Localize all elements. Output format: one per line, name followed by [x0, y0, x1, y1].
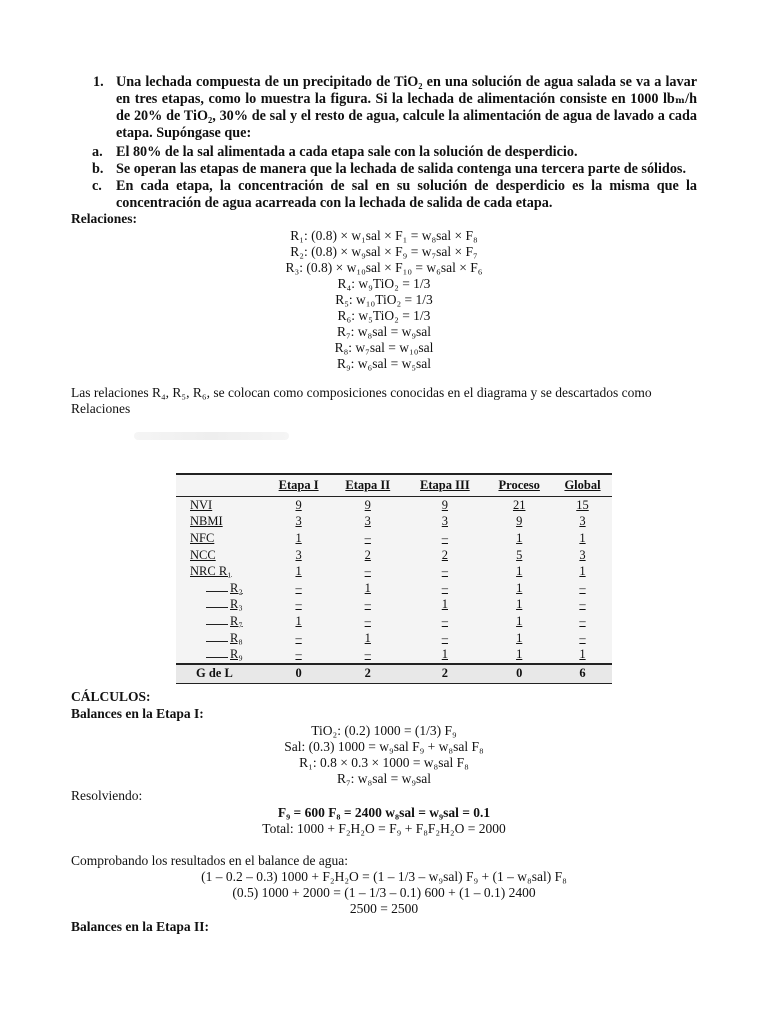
check-line-2: (0.5) 1000 + 2000 = (1 – 1/3 – 0.1) 600 + (1 – 0.1) 2400	[232, 885, 536, 900]
table-cell: –	[579, 613, 586, 628]
row-label: NBMI	[190, 514, 223, 529]
row-label-text: R₈	[230, 630, 243, 645]
table-cell: 1	[516, 647, 523, 662]
row-label: NCC	[190, 547, 216, 562]
table-cell: –	[579, 597, 586, 612]
row-label-text: R₂	[230, 580, 243, 595]
stage1-r1: R₁: 0.8 × 0.3 × 1000 = w₈sal F₈	[299, 755, 469, 770]
table-cell: –	[295, 647, 302, 662]
row-label: NFC	[190, 530, 215, 545]
table-row	[176, 613, 612, 630]
relations-heading: Relaciones:	[71, 211, 137, 226]
row-label: G de L	[176, 664, 266, 684]
relations-note-line2: Relaciones	[71, 401, 131, 416]
table-row	[176, 530, 612, 547]
relation-r2: R₂: (0.8) × w₉sal × F₉ = w₇sal × F₇	[290, 244, 478, 259]
table-cell: 0	[485, 664, 553, 684]
table-header-proceso: Proceso	[485, 474, 553, 497]
table-cell: –	[441, 630, 448, 645]
relation-r6: R₆: w₅TiO₂ = 1/3	[337, 308, 431, 323]
item-a-marker: a.	[92, 144, 103, 160]
table-cell: –	[295, 597, 302, 612]
table-cell: 0	[266, 664, 331, 684]
table-cell: 1	[579, 564, 586, 579]
table-cell: 5	[516, 547, 523, 562]
table-cell: 1	[516, 530, 523, 545]
table-cell: 1	[516, 613, 523, 628]
table-cell: 15	[576, 497, 589, 512]
table-row	[176, 597, 612, 614]
item-b-text: Se operan las etapas de manera que la lechada de salida contenga una tercera parte de sólidos.	[116, 161, 686, 177]
table-header-blank	[176, 474, 266, 497]
table-row	[176, 547, 612, 564]
degrees-of-freedom-table	[176, 473, 612, 684]
table-cell: –	[579, 580, 586, 595]
row-label	[176, 580, 266, 597]
table-cell: –	[295, 580, 302, 595]
table-cell: –	[441, 530, 448, 545]
row-label	[176, 597, 266, 614]
row-label: NVI	[190, 497, 213, 512]
table-cell: 1	[441, 597, 448, 612]
table-cell: 1	[516, 564, 523, 579]
table-cell: –	[441, 580, 448, 595]
row-label	[176, 613, 266, 630]
table-total-row	[176, 664, 612, 684]
table-cell: 1	[516, 580, 523, 595]
stage2-heading: Balances en la Etapa II:	[71, 919, 210, 934]
item-a-text: El 80% de la sal alimentada a cada etapa sale con la solución de desperdicio.	[116, 144, 578, 160]
table-cell: –	[364, 564, 371, 579]
check-line-1: (1 – 0.2 – 0.3) 1000 + F₂H₂O = (1 – 1/3 – w₉sal) F₉ + (1 – w₈sal) F₈	[201, 869, 567, 884]
table-cell: 21	[512, 497, 526, 512]
table-cell: 3	[364, 514, 371, 529]
table-cell: 1	[364, 630, 371, 645]
check-label: Comprobando los resultados en el balance de agua:	[71, 853, 349, 868]
table-cell: 1	[579, 530, 586, 545]
table-cell: –	[441, 564, 448, 579]
table-cell: 6	[553, 664, 612, 684]
table-cell: 1	[364, 580, 371, 595]
table-cell: –	[364, 647, 371, 662]
problem-number: 1.	[93, 74, 104, 90]
relation-r8: R₈: w₇sal = w₁₀sal	[334, 340, 434, 355]
table-cell: –	[579, 630, 586, 645]
table-cell: 9	[364, 497, 371, 512]
table-cell: –	[364, 530, 371, 545]
table-cell: 1	[441, 647, 448, 662]
table-cell: –	[295, 630, 302, 645]
stage1-tio2-balance: TiO₂: (0.2) 1000 = (1/3) F₉	[311, 723, 457, 738]
row-label-text: R₇	[230, 613, 243, 628]
relation-r7: R₇: w₈sal = w₉sal	[336, 324, 432, 339]
table-cell: 1	[295, 613, 302, 628]
table-cell: 3	[295, 514, 302, 529]
problem-intro: Una lechada compuesta de un precipitado de TiO₂ en una solución de agua salada se va a lavar en tres etapas, como lo muestra la figura. Si la lechada de alimentación consiste en 1000 lbₘ/h de 20% de TiO₂, 30% de sal y el resto de agua, calcule la alimentación de agua de lavado a cada etapa. Supóngase que:	[116, 74, 697, 141]
relations-note-line1: Las relaciones R₄, R₅, R₆, se colocan como composiciones conocidas en el diagrama y se descartados como	[71, 385, 652, 400]
table-cell: 3	[579, 514, 586, 529]
table-header-etapa-2: Etapa II	[331, 474, 404, 497]
table-row	[176, 630, 612, 647]
table-cell: 3	[579, 547, 586, 562]
table-cell: 3	[441, 514, 448, 529]
relation-r1: R₁: (0.8) × w₁sal × F₁ = w₈sal × F₈	[290, 228, 478, 243]
table-cell: 2	[331, 664, 404, 684]
table-cell: 2	[441, 547, 448, 562]
relation-r9: R₉: w₆sal = w₅sal	[336, 356, 432, 371]
table-cell: 9	[441, 497, 448, 512]
table-cell: 1	[295, 530, 302, 545]
table-row	[176, 580, 612, 597]
table-row	[176, 514, 612, 531]
row-label	[176, 630, 266, 647]
table-cell: 1	[516, 630, 523, 645]
table-row	[176, 646, 612, 664]
table-header-etapa-3: Etapa III	[404, 474, 485, 497]
relation-r4: R₄: w₉TiO₂ = 1/3	[337, 276, 431, 291]
stage1-salt-balance: Sal: (0.3) 1000 = w₉sal F₉ + w₈sal F₈	[284, 739, 484, 754]
table-row	[176, 563, 612, 580]
table-header-etapa-1: Etapa I	[266, 474, 331, 497]
table-cell: 2	[364, 547, 371, 562]
table-cell: 1	[295, 564, 302, 579]
table-cell: –	[364, 597, 371, 612]
check-line-3: 2500 = 2500	[349, 901, 419, 916]
table-cell: 2	[404, 664, 485, 684]
table-cell: –	[364, 613, 371, 628]
table-cell: 1	[579, 647, 586, 662]
solving-label: Resolviendo:	[71, 788, 143, 803]
calculations-heading: CÁLCULOS:	[71, 689, 151, 704]
table-header-row	[176, 474, 612, 497]
item-c-marker: c.	[92, 178, 102, 194]
row-label	[176, 646, 266, 664]
row-label-text: R₉	[230, 647, 243, 662]
stage1-r7: R₇: w₈sal = w₉sal	[336, 771, 432, 786]
total-balance: Total: 1000 + F₂H₂O = F₉ + F₈F₂H₂O = 2000	[262, 821, 506, 836]
faded-artifact	[134, 432, 289, 440]
stage1-heading: Balances en la Etapa I:	[71, 706, 204, 721]
table-cell: –	[441, 613, 448, 628]
table-cell: 1	[516, 597, 523, 612]
row-label-text: R₃	[230, 597, 243, 612]
row-label: NRC R₁	[190, 564, 232, 579]
table-cell: 9	[295, 497, 302, 512]
item-c-text: En cada etapa, la concentración de sal en su solución de desperdicio es la misma que la concentración de agua acarreada con la lechada de salida de cada etapa.	[116, 178, 697, 211]
table-header-global: Global	[553, 474, 612, 497]
table-row	[176, 497, 612, 514]
table-cell: 9	[516, 514, 523, 529]
relation-r5: R₅: w₁₀TiO₂ = 1/3	[335, 292, 433, 307]
relation-r3: R₃: (0.8) × w₁₀sal × F₁₀ = w₆sal × F₆	[285, 260, 483, 275]
table-cell: 3	[295, 547, 302, 562]
solution-result: F₉ = 600 F₈ = 2400 w₈sal = w₉sal = 0.1	[277, 805, 491, 820]
item-b-marker: b.	[92, 161, 104, 177]
